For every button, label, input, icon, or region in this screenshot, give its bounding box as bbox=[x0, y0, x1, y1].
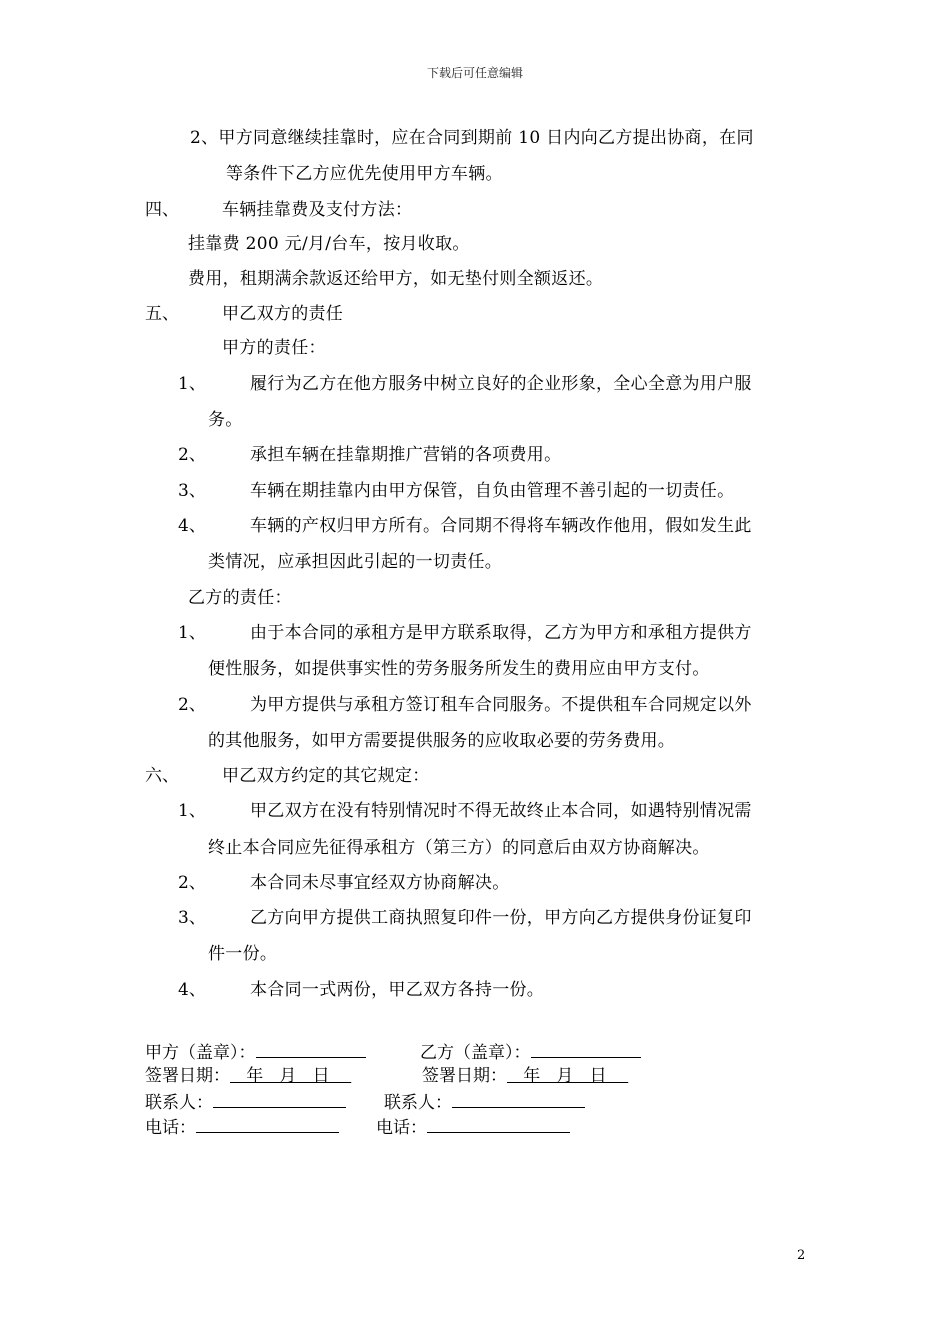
page-number: 2 bbox=[797, 1248, 806, 1263]
item-number: 2、 bbox=[178, 445, 206, 465]
party-a-seal-blank[interactable] bbox=[256, 1041, 366, 1058]
party-a-date-label: 签署日期： bbox=[145, 1066, 230, 1086]
party-b-seal-line bbox=[420, 1041, 641, 1063]
item-text: 务。 bbox=[208, 410, 243, 430]
item-number: 3、 bbox=[178, 908, 206, 928]
item-number: 2、 bbox=[178, 873, 206, 893]
party-b-phone-line bbox=[376, 1116, 570, 1138]
party-b-date-blank[interactable]: 年 月 日 bbox=[507, 1066, 629, 1086]
item-number: 3、 bbox=[178, 481, 206, 501]
party-b-phone-label: 电话： bbox=[376, 1118, 427, 1138]
party-a-date-line bbox=[145, 1066, 351, 1086]
section-title: 甲乙双方约定的其它规定： bbox=[222, 766, 430, 786]
section-number: 六、 bbox=[145, 766, 179, 786]
item-text: 履行为乙方在他方服务中树立良好的企业形象，全心全意为用户服 bbox=[250, 374, 752, 394]
party-a-phone-blank[interactable] bbox=[196, 1116, 339, 1133]
party-a-contact-line bbox=[145, 1091, 346, 1113]
page-header: 下载后可任意编辑 bbox=[426, 66, 523, 80]
party-a-phone-label: 电话： bbox=[145, 1118, 196, 1138]
item-text: 车辆的产权归甲方所有。合同期不得将车辆改作他用，假如发生此 bbox=[250, 516, 752, 536]
item-text: 车辆在期挂靠内由甲方保管，自负由管理不善引起的一切责任。 bbox=[250, 481, 735, 501]
section-title: 车辆挂靠费及支付方法： bbox=[222, 200, 413, 220]
clause-text: 2、甲方同意继续挂靠时，应在合同到期前 10 日内向乙方提出协商，在同 bbox=[190, 128, 754, 148]
section-number: 五、 bbox=[145, 304, 179, 324]
party-b-phone-blank[interactable] bbox=[427, 1116, 570, 1133]
clause-text: 等条件下乙方应优先使用甲方车辆。 bbox=[226, 164, 503, 184]
party-b-contact-label: 联系人： bbox=[384, 1093, 452, 1113]
subsection-title: 甲方的责任： bbox=[222, 338, 326, 358]
party-b-seal-blank[interactable] bbox=[531, 1041, 641, 1058]
subsection-title: 乙方的责任： bbox=[188, 588, 292, 608]
party-b-date-label: 签署日期： bbox=[422, 1066, 507, 1086]
party-b-seal-label: 乙方（盖章）： bbox=[420, 1043, 531, 1063]
clause-text: 费用，租期满余款返还给甲方，如无垫付则全额返还。 bbox=[188, 269, 604, 289]
party-a-seal-label: 甲方（盖章）： bbox=[145, 1043, 256, 1063]
party-a-phone-line bbox=[145, 1116, 339, 1138]
item-text: 由于本合同的承租方是甲方联系取得，乙方为甲方和承租方提供方 bbox=[250, 623, 752, 643]
item-text: 便性服务，如提供事实性的劳务服务所发生的费用应由甲方支付。 bbox=[208, 659, 710, 679]
item-text: 终止本合同应先征得承租方（第三方）的同意后由双方协商解决。 bbox=[208, 838, 710, 858]
party-a-contact-blank[interactable] bbox=[213, 1091, 346, 1108]
section-title: 甲乙双方的责任 bbox=[222, 304, 344, 324]
section-number: 四、 bbox=[145, 200, 179, 220]
item-number: 2、 bbox=[178, 695, 206, 715]
item-number: 1、 bbox=[178, 623, 206, 643]
item-text: 乙方向甲方提供工商执照复印件一份，甲方向乙方提供身份证复印 bbox=[250, 908, 752, 928]
party-b-contact-blank[interactable] bbox=[452, 1091, 585, 1108]
party-a-contact-label: 联系人： bbox=[145, 1093, 213, 1113]
item-number: 4、 bbox=[178, 516, 206, 536]
item-number: 1、 bbox=[178, 801, 206, 821]
party-a-seal-line bbox=[145, 1041, 366, 1063]
item-text: 甲乙双方在没有特别情况时不得无故终止本合同，如遇特别情况需 bbox=[250, 801, 752, 821]
item-text: 为甲方提供与承租方签订租车合同服务。不提供租车合同规定以外 bbox=[250, 695, 752, 715]
item-text: 件一份。 bbox=[208, 944, 278, 964]
item-text: 类情况，应承担因此引起的一切责任。 bbox=[208, 552, 503, 572]
item-text: 的其他服务，如甲方需要提供服务的应收取必要的劳务费用。 bbox=[208, 731, 676, 751]
item-number: 4、 bbox=[178, 980, 206, 1000]
item-text: 承担车辆在挂靠期推广营销的各项费用。 bbox=[250, 445, 562, 465]
item-text: 本合同一式两份，甲乙双方各持一份。 bbox=[250, 980, 545, 1000]
party-b-contact-line bbox=[384, 1091, 585, 1113]
clause-text: 挂靠费 200 元/月/台车，按月收取。 bbox=[188, 234, 470, 254]
item-text: 本合同未尽事宜经双方协商解决。 bbox=[250, 873, 510, 893]
party-b-date-line bbox=[422, 1066, 628, 1086]
party-a-date-blank[interactable]: 年 月 日 bbox=[230, 1066, 352, 1086]
item-number: 1、 bbox=[178, 374, 206, 394]
